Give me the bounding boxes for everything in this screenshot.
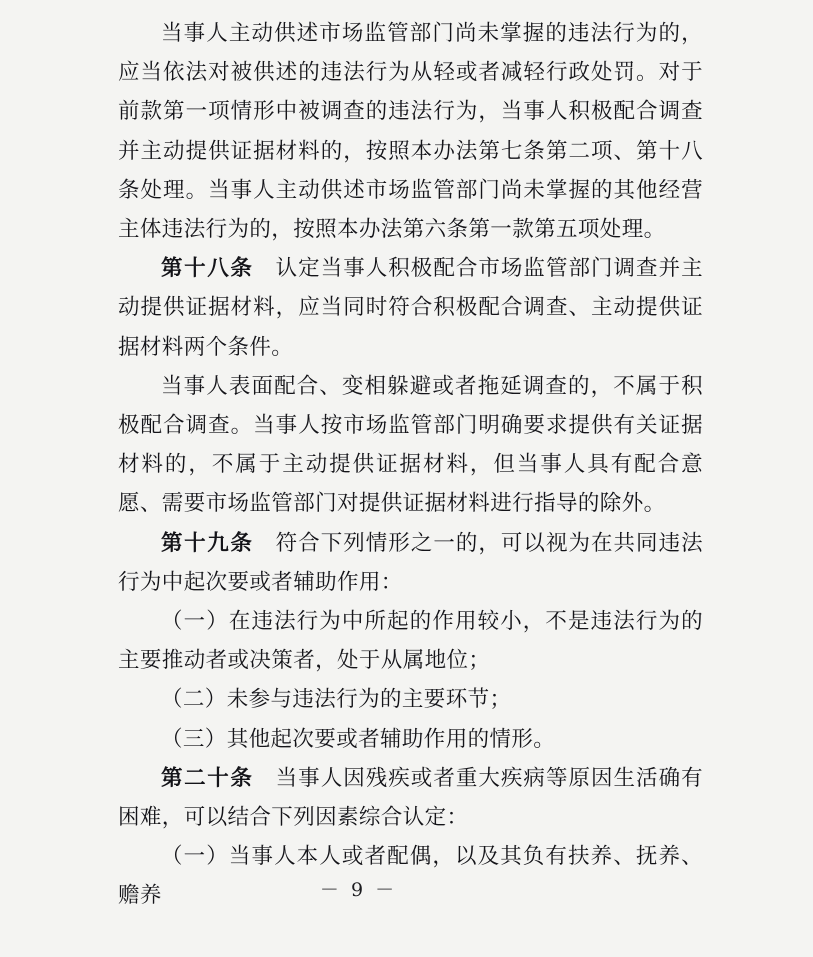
paragraph (118, 524, 703, 602)
paragraph-text: （二）未参与违法行为的主要环节； (161, 687, 512, 713)
paragraph (118, 14, 703, 249)
paragraph-text: （三）其他起次要或者辅助作用的情形。 (161, 726, 556, 752)
paragraph-text: 符合下列情形之一的，可以视为在共同违法行为中起次要或者辅助作用： (118, 530, 703, 595)
paragraph (118, 602, 703, 680)
paragraph-text: （一）当事人本人或者配偶，以及其负有扶养、抚养、赡养 (118, 844, 703, 909)
paragraph-text: 当事人表面配合、变相躲避或者拖延调查的，不属于积极配合调查。当事人按市场监管部门明确要求提供有关证据材料的，不属于主动提供证据材料，但当事人具有配合意愿、需要市场监管部门对提供证据材料进行指导的除外。 (118, 373, 703, 517)
article-heading: 第十九条 (161, 530, 254, 556)
page-footer (0, 875, 813, 902)
article-heading: 第二十条 (161, 765, 254, 791)
paragraph-text: 认定当事人积极配合市场监管部门调查并主动提供证据材料，应当同时符合积极配合调查、主动提供证据材料两个条件。 (118, 256, 703, 360)
document-body (118, 14, 703, 916)
paragraph (118, 759, 703, 837)
article-heading: 第十八条 (161, 256, 254, 282)
paragraph (118, 249, 703, 367)
paragraph-text: 当事人因残疾或者重大疾病等原因生活确有困难，可以结合下列因素综合认定： (118, 765, 703, 831)
paragraph (118, 680, 703, 719)
footer-dash-right: － (375, 879, 398, 901)
page-number-value: 9 (350, 879, 367, 901)
paragraph (118, 367, 703, 524)
paragraph-text: （一）在违法行为中所起的作用较小，不是违法行为的主要推动者或决策者，处于从属地位； (118, 609, 703, 674)
footer-dash-left: － (319, 879, 342, 901)
page-number (320, 879, 397, 901)
paragraph (118, 720, 703, 759)
paragraph-text: 当事人主动供述市场监管部门尚未掌握的违法行为的，应当依法对被供述的违法行为从轻或者减轻行政处罚。对于前款第一项情形中被调查的违法行为，当事人积极配合调查并主动提供证据材料的，按照本办法第七条第二项、第十八条处理。当事人主动供述市场监管部门尚未掌握的其他经营主体违法行为的，按照本办法第六条第一款第五项处理。 (118, 21, 703, 243)
